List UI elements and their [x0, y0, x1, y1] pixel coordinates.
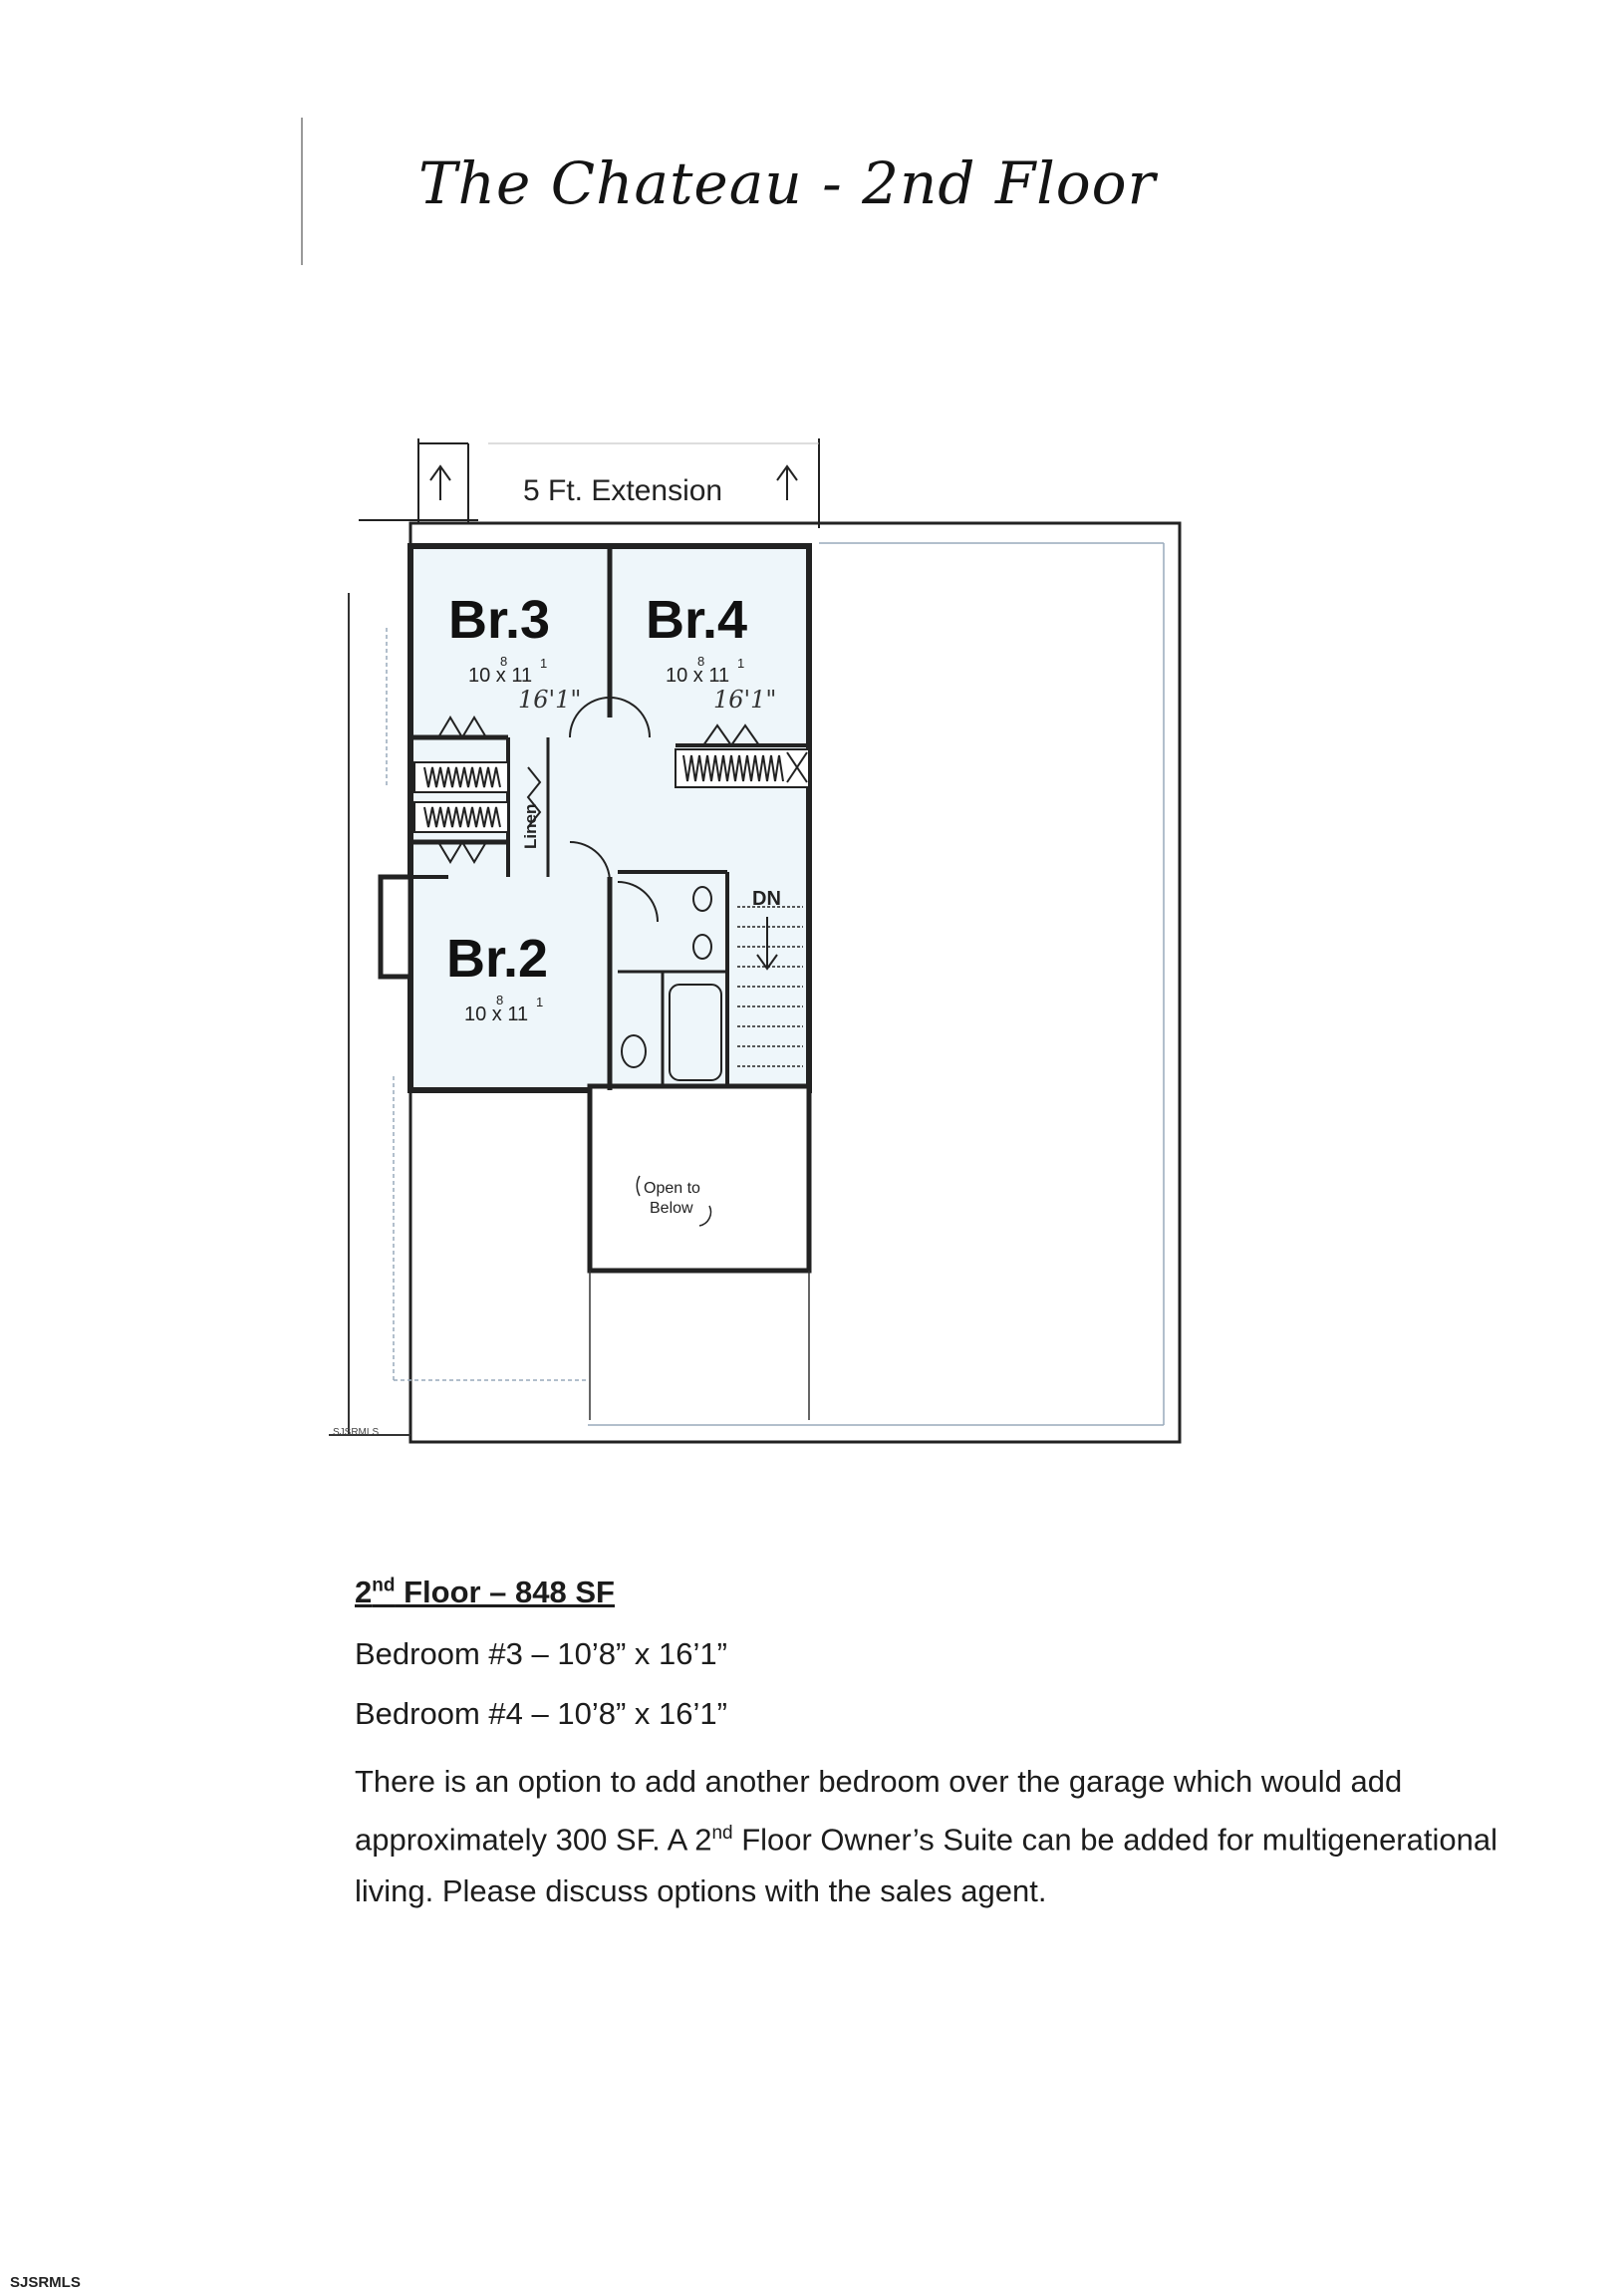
bedroom4-detail: Bedroom #4 – 10’8” x 16’1”	[355, 1696, 727, 1731]
room-name-br3: Br.3	[448, 590, 551, 650]
open-below-label: Open to	[644, 1180, 700, 1197]
bedroom3-detail: Bedroom #3 – 10’8” x 16’1”	[355, 1636, 727, 1671]
room-dims-br3: 10 x 11	[468, 665, 533, 687]
room-dims-br4: 10 x 11	[666, 665, 730, 687]
room-dims-br2: 10 x 11	[464, 1004, 529, 1025]
room-sup2-br3: 1	[540, 656, 548, 671]
room-sup-br2: 8	[496, 993, 504, 1007]
open-below-area	[590, 1086, 809, 1271]
plan-stamp: SJSRMLS	[333, 1427, 380, 1438]
room-name-br2: Br.2	[446, 929, 549, 989]
up-arrow-icon	[777, 466, 797, 500]
heading-number: 2	[355, 1575, 373, 1609]
room-sup2-br4: 1	[737, 656, 745, 671]
paragraph-text-1: There is an option to add another bedroom over the garage which would add approximately 300 SF. A 2	[355, 1764, 1403, 1858]
floor-plan	[329, 438, 1225, 1455]
up-arrow-icon	[430, 466, 450, 500]
paragraph-text-2: Floor Owner’s Suite can be added for multigenerational living. Please discuss options with the sales agent.	[355, 1822, 1497, 1909]
room-note-br4: 16'1"	[713, 686, 777, 714]
heading-text: Floor – 848 SF	[395, 1575, 615, 1609]
extension-label: 5 Ft. Extension	[523, 474, 723, 507]
open-below-label-2: Below	[650, 1200, 693, 1217]
linen-label: Linen	[521, 803, 540, 849]
paragraph-superscript: nd	[711, 1823, 733, 1844]
details-heading	[355, 1575, 1530, 1610]
room-sup2-br2: 1	[536, 995, 544, 1009]
heading-superscript: nd	[372, 1575, 396, 1596]
room-sup-br4: 8	[697, 654, 705, 669]
margin-mark	[301, 118, 303, 265]
page-title: The Chateau - 2nd Floor	[418, 149, 1157, 217]
room-name-br4: Br.4	[646, 590, 748, 650]
footer-mark: SJSRMLS	[10, 2274, 81, 2291]
room-note-br3: 16'1"	[518, 686, 582, 714]
window-bay	[381, 877, 410, 977]
floor-details	[355, 1575, 1530, 1917]
options-paragraph	[355, 1756, 1530, 1917]
stairs-label: DN	[752, 888, 781, 910]
room-sup-br3: 8	[500, 654, 508, 669]
